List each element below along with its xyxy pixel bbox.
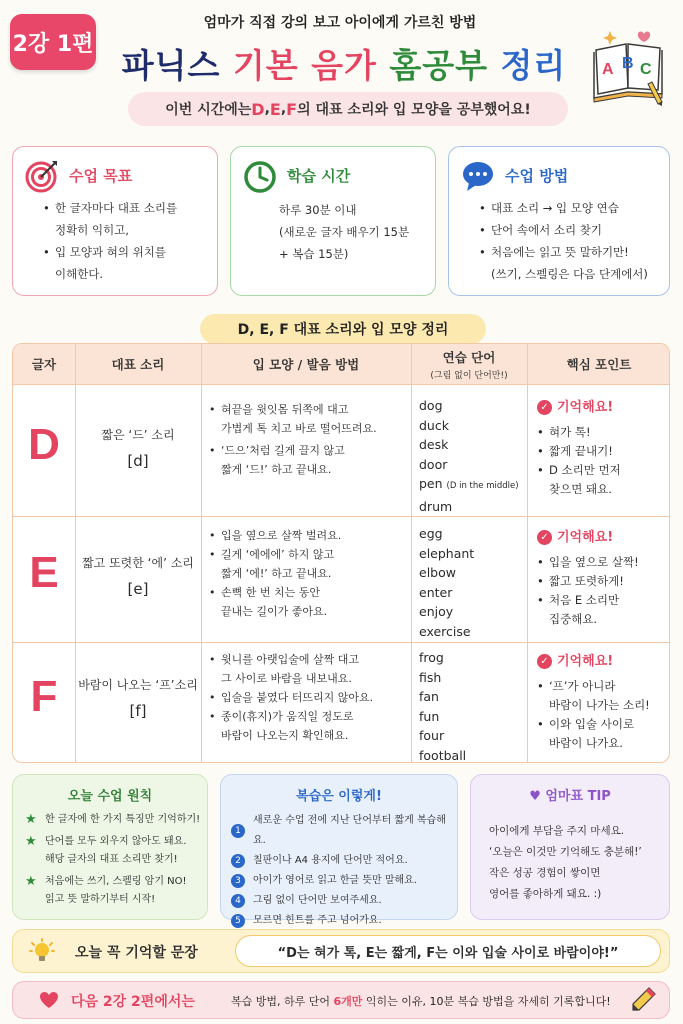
sound-ipa: [d] <box>127 452 149 470</box>
tip-line: 작은 성공 경험이 쌓이면 <box>489 867 601 879</box>
sound-description: 바람이 나오는 ‘프’소리 <box>78 678 198 692</box>
row-words <box>419 648 529 763</box>
header-words-note: (그림 없이 단어만!) <box>430 370 508 381</box>
mouth-item: • ‘드으’처럼 길게 끌지 않고 짧게 ‘드!’ 하고 끝내요. <box>209 441 409 479</box>
number-badge: 1 <box>231 824 245 838</box>
review-item: 4 그림 없이 단어만 보여주세요. <box>231 891 457 911</box>
review-title: 복습은 이렇게! <box>296 789 382 804</box>
review-item: 2 칠판이나 A4 용지에 단어만 적어요. <box>231 851 457 871</box>
heart-icon <box>39 991 59 1009</box>
method-title: 수업 방법 <box>505 167 569 185</box>
word: elephant <box>419 545 475 561</box>
intro-separator-2: , <box>280 101 287 117</box>
time-card <box>230 146 436 296</box>
mouth-item: • 길게 ‘에에에’ 하지 않고 짧게 ‘에!’ 하고 끝내요. <box>209 545 409 583</box>
title-part-phonics: 파닉스 <box>121 46 233 85</box>
book-letter-c: C <box>640 61 652 78</box>
check-icon: ✓ <box>537 530 552 545</box>
next-highlight: 6개만 <box>333 995 363 1008</box>
title-part-basic: 기본 <box>232 46 312 85</box>
key-item: • ‘프’가 아니라 <box>537 677 667 696</box>
time-line: (새로운 글자 배우기 15분 <box>279 225 410 239</box>
intro-letter-d: D <box>251 99 265 119</box>
key-title: ✓ 기억해요! <box>537 652 667 671</box>
header-words-label: 연습 단어 <box>442 349 496 365</box>
review-item: 1 새로운 수업 전에 지난 단어부터 짧게 복습해요. <box>231 811 457 851</box>
book-abc-icon <box>588 28 668 106</box>
goal-item: • 한 글자마다 대표 소리를 <box>43 197 177 219</box>
row-sound <box>77 550 199 602</box>
word: duck <box>419 417 449 433</box>
key-item: • 짧게 끝내기! <box>537 442 667 461</box>
method-item: (쓰기, 스펠링은 다음 단계에서) <box>491 267 648 281</box>
quote-text: “D는 혀가 톡, E는 짧게, F는 이와 입술 사이로 바람이야!” <box>235 935 661 967</box>
target-icon <box>25 159 59 193</box>
word: four <box>419 728 445 743</box>
header-words <box>411 344 527 384</box>
word: exercise <box>419 623 471 639</box>
pencil-icon <box>629 986 657 1014</box>
word: egg <box>419 526 443 541</box>
mouth-item: • 종이(휴지)가 움직일 정도로 바람이 나오는지 확인해요. <box>209 707 409 745</box>
key-item: • 이와 입술 사이로 <box>537 715 667 734</box>
intro-separator-1: , <box>264 101 270 117</box>
number-badge: 3 <box>231 874 245 888</box>
word: dog <box>419 398 443 413</box>
tip-line: 아이에게 부담을 주지 마세요. <box>489 825 625 837</box>
star-icon: ★ <box>25 812 37 827</box>
method-item: • 대표 소리 → 입 모양 연습 <box>479 197 648 219</box>
row-key <box>537 528 667 629</box>
time-line: 하루 30분 이내 <box>279 203 357 217</box>
title-part-summary: 정리 <box>500 46 567 85</box>
row-key <box>537 398 667 499</box>
lightbulb-icon <box>29 938 55 966</box>
principle-item: ★ 한 글자에 한 가지 특징만 기억하기! <box>25 812 201 827</box>
word: drum <box>419 498 453 514</box>
tip-card <box>470 774 670 920</box>
tip-line: 영어를 좋아하게 돼요. :) <box>489 888 602 900</box>
time-title: 학습 시간 <box>287 167 351 185</box>
header-letter: 글자 <box>31 357 57 372</box>
word: pen (D in the middle) <box>419 476 519 491</box>
next-lesson-label: 다음 2강 2편에서는 <box>71 994 195 1010</box>
tip-lines <box>489 821 642 905</box>
quote-label: 오늘 꼭 기억할 문장 <box>75 945 198 961</box>
row-mouth <box>209 400 409 482</box>
sound-ipa: [e] <box>127 580 149 598</box>
principles-list <box>25 811 200 913</box>
mouth-item: • 손뼉 한 번 치는 동안 끝내는 길이가 좋아요. <box>209 583 409 621</box>
next-lesson-text: 복습 방법, 하루 단어 6개만 익히는 이유, 10분 복습 방법을 자세히 기록합니다! <box>231 995 611 1008</box>
intro-suffix: 의 대표 소리와 입 모양을 공부했어요! <box>297 102 531 118</box>
time-line: + 복습 15분) <box>279 247 349 261</box>
intro-prefix: 이번 시간에는 <box>165 102 252 118</box>
mouth-item: • 입술을 붙였다 터뜨리지 않아요. <box>209 688 409 707</box>
sound-ipa: [f] <box>129 702 147 720</box>
page-subtitle: 엄마가 직접 강의 보고 아이에게 가르친 방법 <box>203 15 477 31</box>
check-icon: ✓ <box>537 400 552 415</box>
principles-card <box>12 774 208 920</box>
word: fun <box>419 708 440 724</box>
principle-item: ★ 단어를 모두 외우지 않아도 돼요. 해당 글자의 대표 소리만 찾기! <box>25 834 187 865</box>
star-icon: ★ <box>25 834 37 849</box>
key-title: ✓ 기억해요! <box>537 528 667 547</box>
next-lesson-bar <box>12 981 670 1019</box>
review-item: 5 모르면 힌트를 주고 넘어가요. <box>231 911 457 931</box>
key-item-cont: 바람이 나가는 소리! <box>549 698 650 712</box>
title-part-homestudy: 홈공부 <box>389 46 501 85</box>
row-letter: E <box>29 548 59 597</box>
sound-description: 짧고 또렷한 ‘에’ 소리 <box>82 556 194 570</box>
number-badge: 5 <box>231 914 245 928</box>
key-item: • 처음 E 소리만 <box>537 591 667 610</box>
header-key: 핵심 포인트 <box>566 357 632 372</box>
review-list <box>231 811 457 931</box>
key-item-cont: 바람이 나가요. <box>549 736 623 750</box>
intro-banner <box>128 92 568 126</box>
key-item: • 짧고 또렷하게! <box>537 572 667 591</box>
goal-title: 수업 목표 <box>69 167 133 185</box>
key-item: • 입을 옆으로 살짝! <box>537 553 667 572</box>
word: frog <box>419 650 444 665</box>
row-sound <box>77 672 199 724</box>
table-row-f <box>13 642 670 763</box>
word: desk <box>419 437 449 452</box>
word: fan <box>419 689 439 704</box>
goal-item: 정확히 익히고, <box>55 223 129 237</box>
page-title <box>104 40 584 87</box>
row-words <box>419 524 529 641</box>
table-row-d <box>13 384 670 516</box>
key-item: • 혀가 톡! <box>537 423 667 442</box>
mouth-item: • 혀끝을 윗잇몸 뒤쪽에 대고 가볍게 톡 치고 바로 떨어뜨려요. <box>209 400 409 438</box>
clock-icon <box>243 159 277 193</box>
lesson-badge: 2강 1편 <box>10 14 96 70</box>
check-icon: ✓ <box>537 654 552 669</box>
principles-title: 오늘 수업 원칙 <box>67 789 153 804</box>
word: football <box>419 747 467 763</box>
row-key <box>537 652 667 753</box>
key-item: • D 소리만 먼저 <box>537 461 667 480</box>
row-mouth <box>209 526 409 624</box>
review-card <box>220 774 458 926</box>
key-title: ✓ 기억해요! <box>537 398 667 417</box>
row-words <box>419 396 529 516</box>
method-item: • 처음에는 읽고 뜻 말하기만! <box>479 241 648 263</box>
word-note: (D in the middle) <box>446 481 519 491</box>
method-item: • 단어 속에서 소리 찾기 <box>479 219 648 241</box>
book-letter-b: B <box>622 55 634 72</box>
section-title: D, E, F 대표 소리와 입 모양 정리 <box>200 314 486 344</box>
time-lines <box>279 199 409 265</box>
key-item-cont: 찾으면 돼요. <box>549 482 612 496</box>
principle-item: ★ 처음에는 쓰기, 스펠링 암기 NO! 읽고 뜻 말하기부터 시작! <box>25 874 187 905</box>
goal-list <box>43 197 177 285</box>
review-item: 3 아이가 영어로 읽고 한글 뜻만 말해요. <box>231 871 457 891</box>
word: door <box>419 456 448 472</box>
mouth-item: • 윗니를 아랫입술에 살짝 대고 그 사이로 바람을 내보내요. <box>209 650 409 688</box>
tip-line: ‘오늘은 이것만 기억해도 충분해!’ <box>489 846 642 858</box>
intro-letter-f: F <box>286 99 298 119</box>
method-card <box>448 146 670 296</box>
goal-item: • 입 모양과 혀의 위치를 <box>43 241 177 263</box>
method-list <box>479 197 648 285</box>
chat-bubble-icon <box>461 159 495 193</box>
word: enjoy <box>419 604 454 619</box>
title-part-sound: 음가 <box>311 46 390 85</box>
word: enter <box>419 584 453 600</box>
star-icon: ★ <box>25 874 37 889</box>
mouth-item: • 입을 옆으로 살짝 벌려요. <box>209 526 409 545</box>
book-letter-a: A <box>602 61 614 78</box>
intro-letter-e: E <box>269 99 281 119</box>
number-badge: 4 <box>231 894 245 908</box>
word: elbow <box>419 565 456 580</box>
header-sound: 대표 소리 <box>111 357 165 372</box>
sound-description: 짧은 ‘드’ 소리 <box>101 428 175 442</box>
goal-item: 이해한다. <box>55 267 104 281</box>
sound-table <box>12 343 670 763</box>
quote-bar <box>12 929 670 973</box>
table-row-e <box>13 516 670 642</box>
key-item-cont: 집중해요. <box>549 612 598 626</box>
row-letter: F <box>30 672 58 721</box>
row-sound <box>77 422 199 474</box>
word: fish <box>419 669 442 685</box>
number-badge: 2 <box>231 854 245 868</box>
heart-icon: ♥ <box>529 789 541 804</box>
header-mouth: 입 모양 / 발음 방법 <box>252 357 360 372</box>
tip-title: ♥ 엄마표 TIP <box>529 789 611 804</box>
row-mouth <box>209 650 409 748</box>
goal-card <box>12 146 218 296</box>
row-letter: D <box>28 420 60 469</box>
